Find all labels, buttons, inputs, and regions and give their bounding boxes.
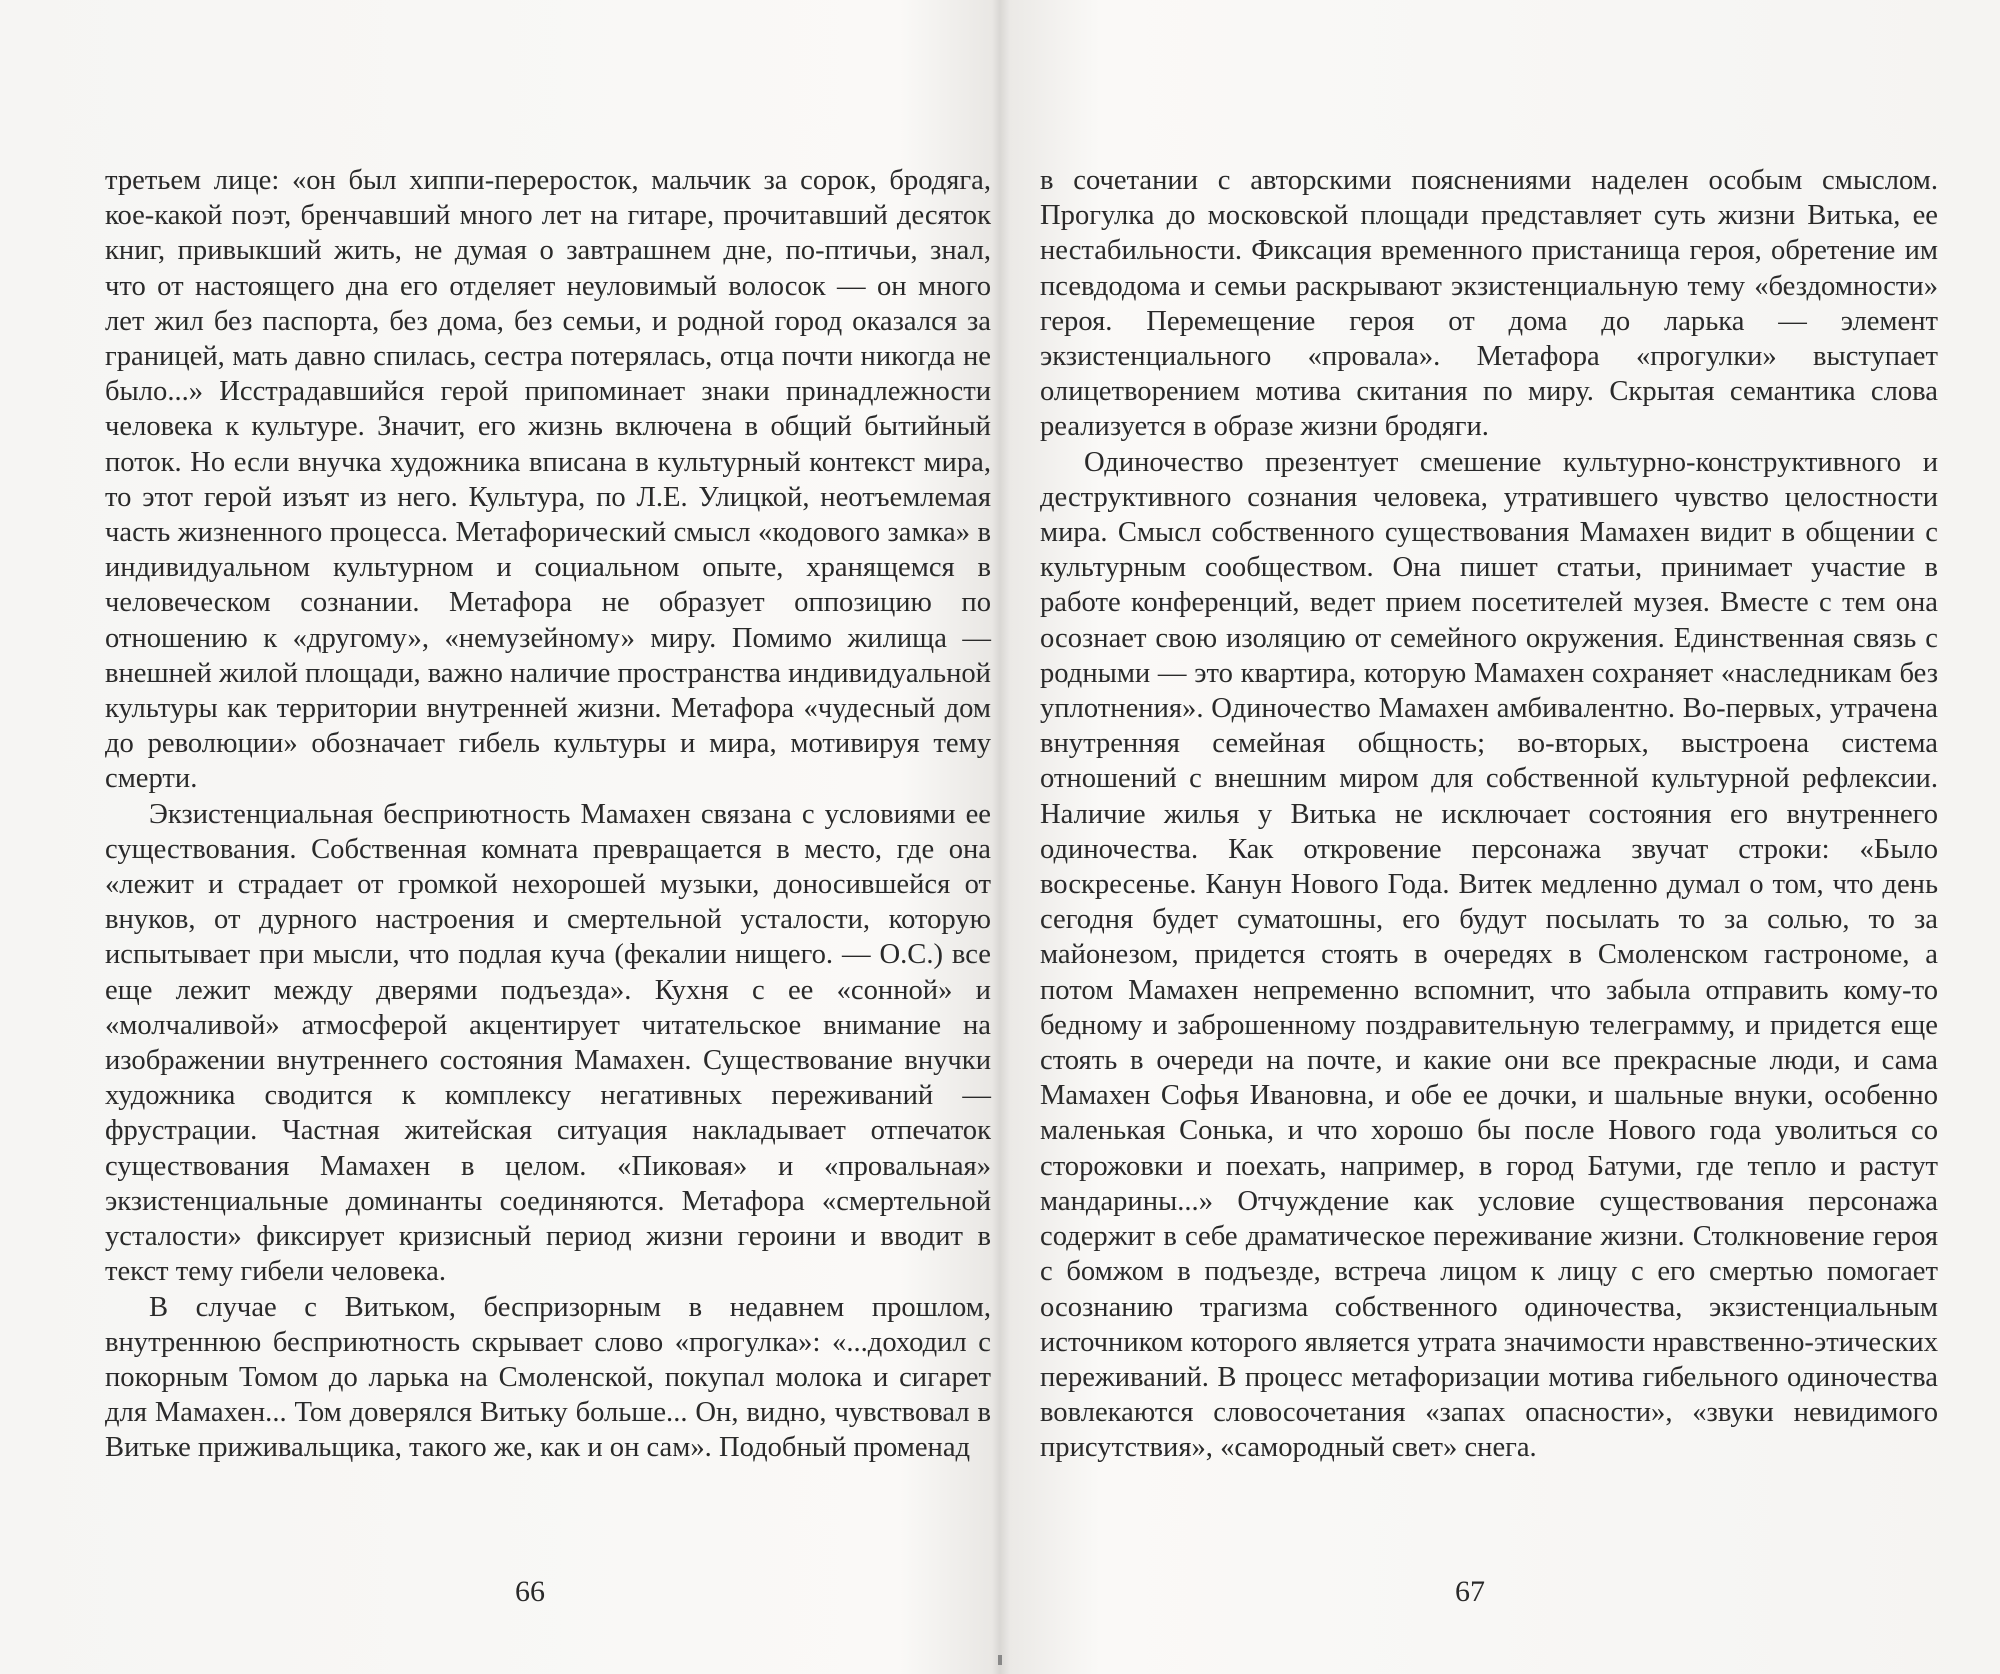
left-paragraph-2: Экзистенциальная бесприютность Мамахен связана с условиями ее существования. Собственная комната превращается в место, где она «лежит и страдает от громкой нехорошей музыки, доносившейся от внуков, от дурного настроения и смертельной усталости, которую испытывает при мысли, что подлая куча (фекалии нищего. — О.С.) все еще лежит между дверями подъезда». Кухня с ее «сонной» и «молчаливой» атмосферой акцентирует читательское внимание на изображении внутреннего состояния Мамахен. Существование внучки художника сводится к комплексу негативных переживаний — фрустрации. Частная житейская ситуация накладывает отпечаток существования Мамахен в целом. «Пиковая» и «провальная» экзистенциальные доминанты соединяются. Метафора «смертельной усталости» фиксирует кризисный период жизни героини и вводит в текст тему гибели человека.: [105, 798, 991, 1288]
right-paragraph-1: в сочетании с авторскими пояснениями наделен особым смыслом. Прогулка до московской площади представляет суть жизни Витька, ее нестабильности. Фиксация временного пристанища героя, обретение им псевдодома и семьи раскрывают экзистенциальную тему «бездомности» героя. Перемещение героя от дома до ларька — элемент экзистенциального «провала». Метафора «прогулки» выступает олицетворением мотива скитания по миру. Скрытая семантика слова реализуется в образе жизни бродяги.: [1040, 165, 1938, 443]
left-paragraph-1: третьем лице: «он был хиппи-переросток, мальчик за сорок, бродяга, кое-какой поэт, бренчавший много лет на гитаре, прочитавший десяток книг, привыкший жить, не думая о завтрашнем дне, по-птичьи, знал, что от настоящего дна его отделяет неуловимый волосок — он много лет жил без паспорта, без дома, без семьи, и родной город оказался за границей, мать давно спилась, сестра потерялась, отца почти никогда не было...» Исстрадавшийся герой припоминает знаки принадлежности человека к культуре. Значит, его жизнь включена в общий бытийный поток. Но если внучка художника вписана в культурный контекст мира, то этот герой изъят из него. Культура, по Л.Е. Улицкой, неотъемлемая часть жизненного процесса. Метафорический смысл «кодового замка» в индивидуальном культурном и социальном опыте, хранящемся в человеческом сознании. Метафора не образует оппозицию по отношению к «другому», «немузейному» миру. Помимо жилища — внешней жилой площади, важно наличие пространства индивидуальной культуры как территории внутренней жизни. Метафора «чудесный дом до революции» обозначает гибель культуры и мира, мотивируя тему смерти.: [105, 165, 991, 795]
gutter-mark: [998, 1655, 1002, 1665]
right-page-text: [1040, 163, 1938, 1466]
left-paragraph-3: В случае с Витьком, беспризорным в недавнем прошлом, внутреннюю бесприютность скрывает слово «прогулка»: «...доходил с покорным Томом до ларька на Смоленской, покупал молока и сигарет для Мамахен... Том доверялся Витьку больше... Он, видно, чувствовал в Витьке приживальщика, такого же, как и он сам». Подобный променад: [105, 1291, 991, 1464]
left-page-text: [105, 163, 991, 1466]
right-page: [1000, 0, 2000, 1674]
right-paragraph-2: Одиночество презентует смешение культурно-конструктивного и деструктивного сознания человека, утратившего чувство целостности мира. Смысл собственного существования Мамахен видит в общении с культурным сообществом. Она пишет статьи, принимает участие в работе конференций, ведет прием посетителей музея. Вместе с тем она осознает свою изоляцию от семейного окружения. Единственная связь с родными — это квартира, которую Мамахен сохраняет «наследникам без уплотнения». Одиночество Мамахен амбивалентно. Во-первых, утрачена внутренняя семейная общность; во-вторых, выстроена система отношений с внешним миром для собственной культурной рефлексии. Наличие жилья у Витька не исключает состояния его внутреннего одиночества. Как откровение персонажа звучат строки: «Было воскресенье. Канун Нового Года. Витек медленно думал о том, что день сегодня будет суматошны, его будут посылать то за солью, то за майонезом, придется стоять в очередях в Смоленском гастрономе, а потом Мамахен непременно вспомнит, что забыла отправить кому-то бедному и заброшенному поздравительную телеграмму, и придется еще стоять в очереди на почте, и какие они все прекрасные люди, и сама Мамахен Софья Ивановна, и обе ее дочки, и шальные внуки, особенно маленькая Сонька, и что хорошо бы после Нового года уволиться со сторожовки и поехать, например, в город Батуми, где тепло и растут мандарины...» Отчуждение как условие существования персонажа содержит в себе драматическое переживание жизни. Столкновение героя с бомжом в подъезде, встреча лицом к лицу с его смертью помогает осознанию трагизма собственного одиночества, экзистенциальным источником которого является утрата значимости нравственно-этических переживаний. В процесс метафоризации мотива гибельного одиночества вовлекаются словосочетания «запах опасности», «звуки невидимого присутствия», «самородный свет» снега.: [1040, 446, 1938, 1464]
right-page-number: 67: [1455, 1575, 1485, 1608]
left-page-number: 66: [515, 1575, 545, 1608]
